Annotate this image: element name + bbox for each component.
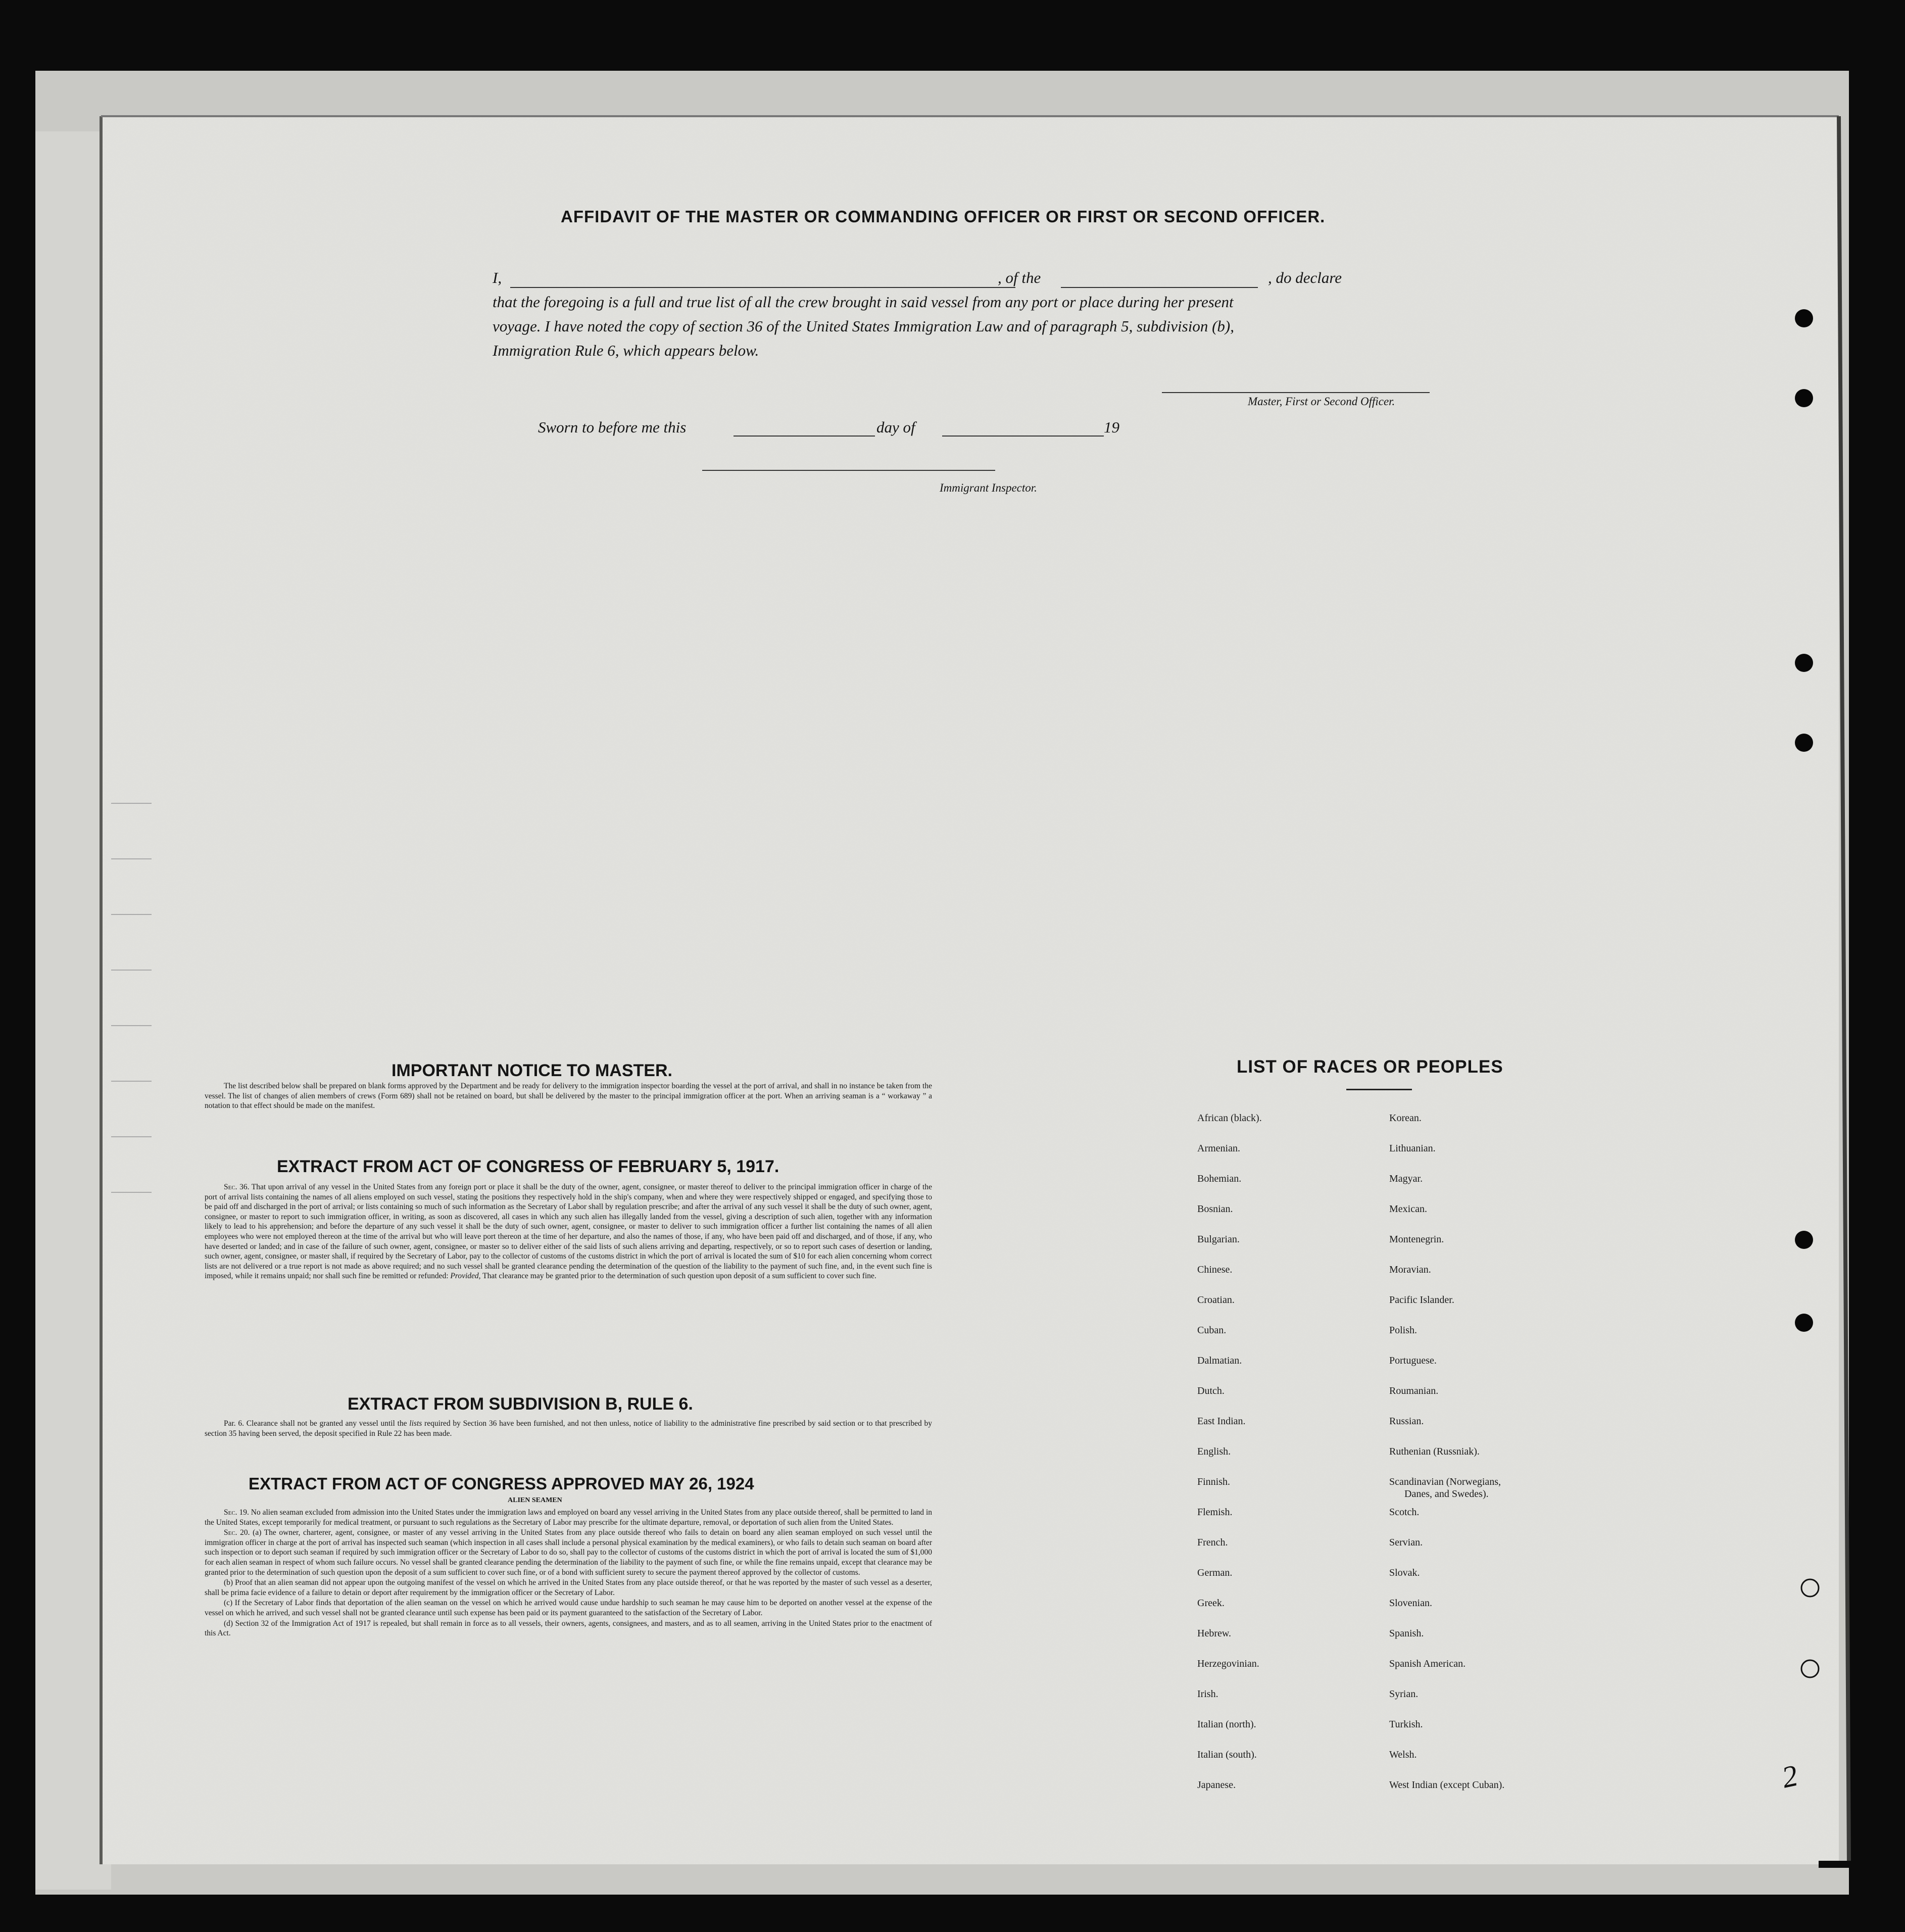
race-item: Bosnian. — [1197, 1203, 1233, 1215]
extract-rule6-text — [205, 1419, 932, 1439]
section-19-label: Sec. 19. — [224, 1508, 249, 1517]
extract-rule6-title: EXTRACT FROM SUBDIVISION B, RULE 6. — [348, 1394, 693, 1414]
races-title: LIST OF RACES OR PEOPLES — [1237, 1057, 1503, 1077]
race-item: Magyar. — [1389, 1173, 1423, 1184]
rule6-text-a: Par. 6. Clearance shall not be granted any vessel until the — [224, 1419, 410, 1428]
race-item: Dalmatian. — [1197, 1355, 1242, 1366]
race-item: Irish. — [1197, 1688, 1218, 1700]
race-item: Turkish. — [1389, 1719, 1423, 1730]
master-signature-label: Master, First or Second Officer. — [1248, 395, 1395, 408]
race-item: Slovak. — [1389, 1567, 1420, 1578]
race-item: Bulgarian. — [1197, 1234, 1240, 1245]
vessel-blank-line — [1061, 287, 1258, 288]
race-item: French. — [1197, 1537, 1228, 1548]
race-item: Herzegovinian. — [1197, 1658, 1259, 1669]
lists-word: lists — [409, 1419, 422, 1428]
extract-1924-title: EXTRACT FROM ACT OF CONGRESS APPROVED MAY 26, 1924 — [249, 1474, 754, 1493]
race-item: Polish. — [1389, 1325, 1418, 1336]
rule6-text-b: required by Section 36 have been furnished, and not then unless, notice of liability to the administrative fine prescribed by said section or to that prescribed by section 35 having been served, the deposit specified in Rule 22 has been made. — [205, 1419, 932, 1438]
race-item: Hebrew. — [1197, 1628, 1232, 1639]
race-item: Scandinavian (Norwegians, — [1389, 1476, 1501, 1487]
race-item: Spanish American. — [1389, 1658, 1466, 1669]
name-blank-line — [510, 287, 1015, 288]
section-20c-paragraph: (c) If the Secretary of Labor finds that deportation of the alien seaman on the vessel on which he arrived would cause undue hardship to such seaman he may cause him to be deported on another vessel at the expense of the vessel on which he arrived, and such vessel shall not be granted clearance until such expense has been paid or its payment guaranteed to the satisfaction of the Secretary of Labor. — [205, 1599, 932, 1617]
race-item: Cuban. — [1197, 1325, 1227, 1336]
rule6-paragraph — [205, 1419, 932, 1438]
extract-1917-title: EXTRACT FROM ACT OF CONGRESS OF FEBRUARY 5, 1917. — [277, 1157, 779, 1176]
race-item: Chinese. — [1197, 1264, 1233, 1275]
notice-title: IMPORTANT NOTICE TO MASTER. — [392, 1061, 672, 1080]
section-20d-paragraph: (d) Section 32 of the Immigration Act of 1917 is repealed, but shall remain in force as to all vessels, their owners, agents, consignees, and masters, and as to all seamen, arriving in the United States prior to the enactment of this Act. — [205, 1619, 932, 1638]
race-item: Lithuanian. — [1389, 1143, 1436, 1154]
race-item: Danes, and Swedes). — [1404, 1488, 1489, 1500]
race-item: Flemish. — [1197, 1507, 1233, 1518]
affidavit-i: I, — [493, 269, 502, 286]
alien-seamen-subtitle: ALIEN SEAMEN — [508, 1496, 562, 1504]
day-of-label: day of — [876, 418, 915, 436]
race-item: Servian. — [1389, 1537, 1423, 1548]
race-item: Russian. — [1389, 1416, 1424, 1427]
race-item: Ruthenian (Russniak). — [1389, 1446, 1480, 1457]
race-item: Pacific Islander. — [1389, 1294, 1454, 1306]
section-36-text: That upon arrival of any vessel in the United States from any foreign port or place it shall be the duty of the owner, agent, consignee, or master thereof to deliver to the principal immigration officer in charge of the port of arrival lists containing the names of all aliens employed on such vessel, stating the positions they respectively hold in the ship's company, when and where they were respectively shipped or engaged, and specifying those to be paid off and discharged in the port of arrival; or lists containing so much of such information as the Secretary of Labor shall by regulation prescribe; and after the arrival of any such vessel it shall be the duty of such owner, agent, consignee, or master to report to such immigration officer, in writing, as soon as discovered, all cases in which any such alien has illegally landed from the vessel, giving a description of such alien, together with any information likely to lead to his apprehension; and before the departure of any such vessel it shall be the duty of such owner, agent, consignee, or master to deliver to such immigration officer a further list containing the names of all alien employees who were not employed thereon at the time of the arrival but who will leave port thereon at the time of her departure, and also the names of those, if any, who have been paid off and discharged, and of those, if any, who have deserted or landed; and in case of the failure of such owner, agent, consignee, or master so to deliver either of the said lists of such aliens arriving and departing, respectively, or so to report such cases of desertion or landing, such owner, agent, consignee, or master shall, if required by the Secretary of Labor, pay to the collector of customs of the customs district in which the port of arrival is located the sum of $10 for each alien concerning whom correct lists are not delivered or a true report is not made as above required; and no such vessel shall be granted clearance pending the determination of the question of the liability to the payment of such fine, and, in the event such fine is imposed, while it remains unpaid; nor shall such fine be remitted or refunded: — [205, 1183, 932, 1281]
races-title-underline — [1346, 1089, 1412, 1090]
section-20a-paragraph — [205, 1528, 932, 1577]
race-item: Mexican. — [1389, 1203, 1427, 1215]
affidavit-of-the: , of the — [998, 269, 1041, 286]
race-item: Japanese. — [1197, 1779, 1236, 1791]
race-item: Korean. — [1389, 1113, 1422, 1124]
sworn-month-line — [942, 436, 1104, 437]
race-item: German. — [1197, 1567, 1233, 1578]
race-item: Slovenian. — [1389, 1598, 1432, 1609]
inspector-label: Immigrant Inspector. — [940, 481, 1037, 494]
race-item: Italian (north). — [1197, 1719, 1256, 1730]
race-item: Finnish. — [1197, 1476, 1231, 1487]
race-item: Greek. — [1197, 1598, 1225, 1609]
page-number-mark: 2 — [1779, 1758, 1801, 1795]
sworn-day-line — [734, 436, 875, 437]
section-19-paragraph — [205, 1508, 932, 1527]
race-item: Scotch. — [1389, 1507, 1420, 1518]
sworn-label: Sworn to before me this — [538, 418, 687, 436]
section-36-text-end: That clearance may be granted prior to the determination of such question upon deposit of a sum sufficient to cover such fine. — [480, 1272, 876, 1281]
race-item: Montenegrin. — [1389, 1234, 1444, 1245]
race-item: Moravian. — [1389, 1264, 1431, 1275]
race-item: Dutch. — [1197, 1385, 1225, 1396]
master-signature-line — [1162, 392, 1430, 393]
year-label: 19 — [1104, 418, 1119, 436]
affidavit-line-4: Immigration Rule 6, which appears below. — [493, 342, 759, 359]
section-36-label: Sec. 36. — [224, 1183, 250, 1191]
race-item: West Indian (except Cuban). — [1389, 1779, 1505, 1791]
notice-text — [205, 1081, 932, 1112]
affidavit-title: AFFIDAVIT OF THE MASTER OR COMMANDING OFFICER OR FIRST OR SECOND OFFICER. — [561, 207, 1326, 226]
race-item: Welsh. — [1389, 1749, 1417, 1760]
notice-paragraph: The list described below shall be prepared on blank forms approved by the Department and be ready for delivery to the immigration inspector boarding the vessel at the port of arrival, and shall in no instance be taken from the vessel. The list of changes of alien members of crews (Form 689) shall not be retained on board, but shall be delivered by the master to the principal immigration officer at the port. When an arriving seaman is a “ workaway ” a notation to that effect should be made on the manifest. — [205, 1082, 932, 1110]
affidavit-line-2: that the foregoing is a full and true list of all the crew brought in said vessel from any port or place during her present — [493, 293, 1234, 311]
race-item: Armenian. — [1197, 1143, 1240, 1154]
race-item: Bohemian. — [1197, 1173, 1242, 1184]
race-item: African (black). — [1197, 1113, 1262, 1124]
extract-1924-text — [205, 1508, 932, 1639]
section-36-paragraph — [205, 1182, 932, 1281]
race-item: Roumanian. — [1389, 1385, 1439, 1396]
section-20b-paragraph: (b) Proof that an alien seaman did not appear upon the outgoing manifest of the vessel on which he arrived in the United States from any place outside thereof, or that he was reported by the master of such vessel as a deserter, shall be prima facie evidence of a failure to detain or deport after requirement by the immigration officer or the Secretary of Labor. — [205, 1578, 932, 1597]
race-item: East Indian. — [1197, 1416, 1246, 1427]
race-item: Croatian. — [1197, 1294, 1235, 1306]
affidavit-do-declare: , do declare — [1268, 269, 1342, 286]
race-item: Syrian. — [1389, 1688, 1419, 1700]
section-19-text: No alien seaman excluded from admission into the United States under the immigration laws and employed on board any vessel arriving in the United States from any place outside thereof, shall be permitted to land in the United States, except temporarily for medical treatment, or pursuant to such regulations as the Secretary of Labor may prescribe for the ultimate departure, removal, or deportation of such alien from the United States. — [205, 1508, 933, 1527]
inspector-signature-line — [702, 470, 995, 471]
race-item: Spanish. — [1389, 1628, 1424, 1639]
race-item: Portuguese. — [1389, 1355, 1437, 1366]
section-20a-text: (a) The owner, charterer, agent, consignee, or master of any vessel arriving in the United States from any place outside thereof who fails to detain on board any alien seaman employed on such vessel until the immigration officer in charge at the port of arrival has inspected such seaman (which inspection in all cases shall include a personal physical examination by the medical examiners), or who fails to detain such seaman on board after such inspection or to deport such seaman if required by such immigration officer or the Secretary of Labor to do so, shall pay to the collector of customs of the customs district in which the port of arrival is located the sum of $1,000 for each alien seaman in respect of whom such failure occurs. No vessel shall be granted clearance pending the determination of the liability to the payment of such fine, or while the fine remains unpaid, except that clearance may be granted prior to the determination of such question upon the deposit of a sum sufficient to cover such fine, or of a bond with sufficient surety to secure the payment thereof approved by the collector of customs. — [205, 1528, 933, 1577]
provided-word: Provided, — [450, 1272, 481, 1281]
race-item: Italian (south). — [1197, 1749, 1257, 1760]
section-20-label: Sec. 20. — [224, 1528, 250, 1537]
extract-1917-text — [205, 1182, 932, 1282]
affidavit-line-3: voyage. I have noted the copy of section 36 of the United States Immigration Law and of paragraph 5, subdivision (b), — [493, 317, 1234, 335]
race-item: English. — [1197, 1446, 1231, 1457]
